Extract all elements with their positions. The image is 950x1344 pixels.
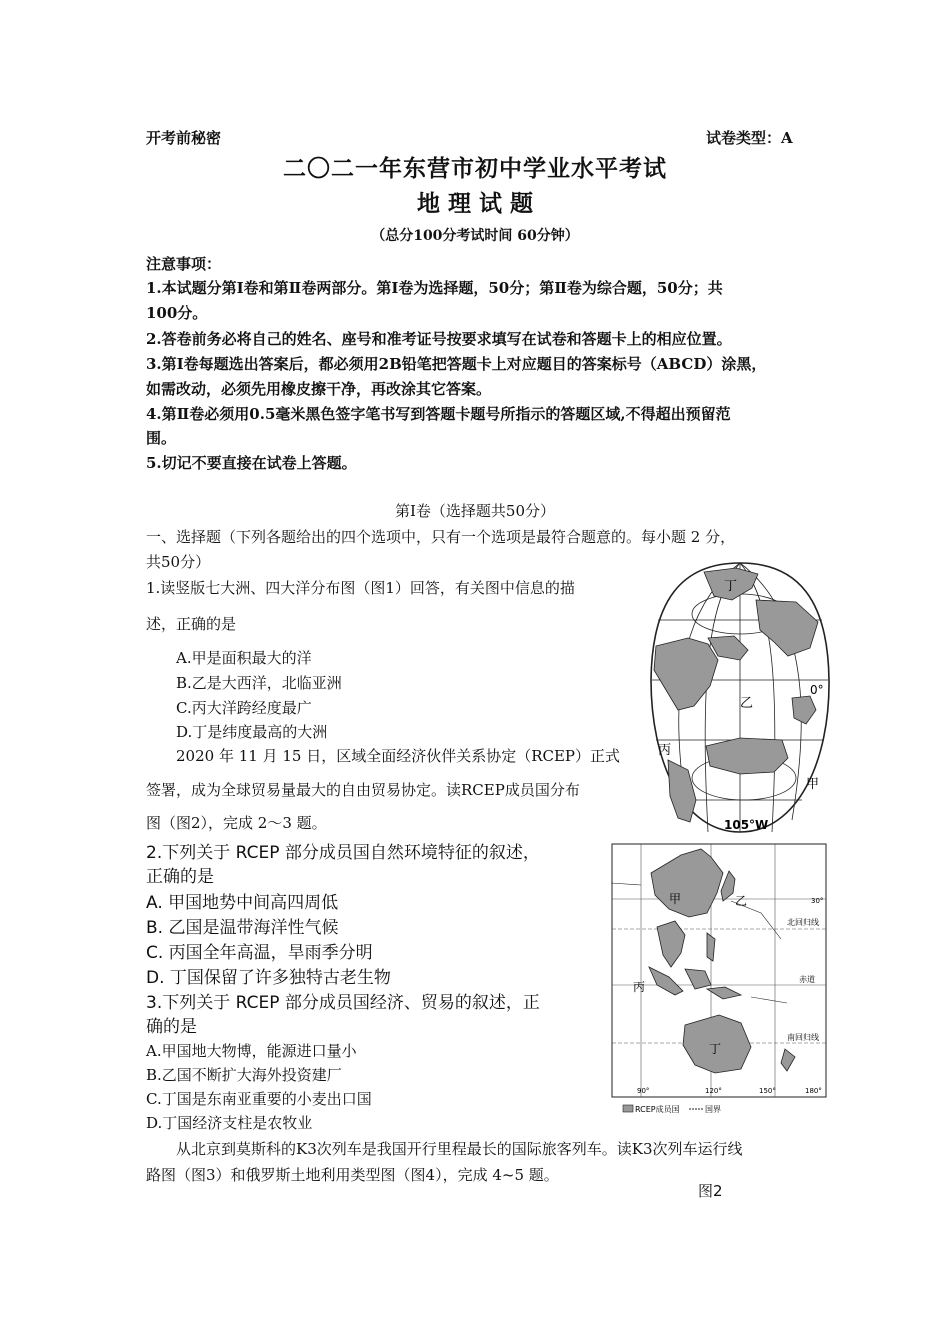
q2-stem-b: 正确的是 [146, 867, 214, 887]
fig1-label-ding: 丁 [724, 579, 738, 594]
q3-option-c: C.丁国是东南亚重要的小麦出口国 [146, 1090, 372, 1108]
rcep-para-b: 签署，成为全球贸易量最大的自由贸易协定。读RCEP成员国分布 [146, 781, 580, 799]
fig1-label-jia: 甲 [806, 777, 820, 792]
q1-option-b: B.乙是大西洋，北临亚洲 [176, 674, 342, 692]
fig1-label-zero: 0° [810, 683, 824, 697]
note-1a: 1.本试题分第Ⅰ卷和第Ⅱ卷两部分。第Ⅰ卷为选择题，50分；第Ⅱ卷为综合题，50分；共 [146, 279, 723, 297]
subject-title: 地 理 试 题 [416, 190, 534, 217]
fig2-legend-swatch [623, 1105, 633, 1112]
q2-stem-a: 2.下列关于 RCEP 部分成员国自然环境特征的叙述， [146, 843, 540, 863]
fig2-equator: 赤道 [799, 975, 815, 984]
q1-stem-b: 述，正确的是 [146, 615, 237, 633]
rcep-para-c: 图（图2），完成 2～3 题。 [146, 814, 327, 832]
figure-2-caption: 图2 [698, 1182, 723, 1200]
q3-option-d: D.丁国经济支柱是农牧业 [146, 1114, 313, 1132]
q2-option-a: A. 甲国地势中间高四周低 [146, 893, 339, 913]
q1-option-a: A.甲是面积最大的洋 [176, 649, 312, 667]
q2-option-b: B. 乙国是温带海洋性气候 [146, 918, 339, 938]
fig2-label-ding: 丁 [709, 1042, 722, 1056]
section-intro-b: 共50分） [146, 553, 211, 571]
fig2-legend-border: 国界 [705, 1105, 721, 1114]
fig2-legend-member: RCEP成员国 [635, 1105, 680, 1114]
section-title: 第Ⅰ卷（选择题共50分） [394, 502, 555, 520]
q1-option-c: C.丙大洋跨经度最广 [176, 699, 312, 717]
rcep-para-a: 2020 年 11 月 15 日，区域全面经济伙伴关系协定（RCEP）正式 [176, 747, 621, 765]
q1-option-d: D.丁是纬度最高的大洲 [176, 723, 328, 741]
fig1-label-yi: 乙 [740, 696, 754, 711]
note-2: 2.答卷前务必将自己的姓名、座号和准考证号按要求填写在试卷和答题卡上的相应位置。 [146, 330, 732, 348]
q3-stem-a: 3.下列关于 RCEP 部分成员国经济、贸易的叙述，正 [146, 993, 540, 1013]
fig2-lon180: 180° [805, 1087, 822, 1095]
note-3b: 如需改动，必须先用橡皮擦干净，再改涂其它答案。 [146, 380, 492, 398]
q1-stem-a: 1.读竖版七大洲、四大洋分布图（图1）回答，有关图中信息的描 [146, 579, 575, 597]
q2-option-d: D. 丁国保留了许多独特古老生物 [146, 968, 391, 988]
q2-option-c: C. 丙国全年高温，旱雨季分明 [146, 943, 373, 963]
fig2-lon90: 90° [637, 1087, 650, 1095]
note-5: 5.切记不要直接在试卷上答题。 [146, 454, 357, 472]
fig2-lon120: 120° [705, 1087, 722, 1095]
note-4a: 4.第Ⅱ卷必须用0.5毫米黑色签字笔书写到答题卡题号所指示的答题区域,不得超出预留范 [146, 405, 731, 423]
fig1-label-bing: 丙 [658, 743, 672, 758]
fig2-label-jia: 甲 [669, 892, 682, 906]
fig2-label-bing: 丙 [633, 980, 646, 994]
paper-type: 试卷类型：A [706, 129, 793, 147]
fig2-lon150: 150° [759, 1087, 776, 1095]
fig2-tropic-n: 北回归线 [787, 918, 819, 927]
q3-option-a: A.甲国地大物博，能源进口量小 [146, 1042, 357, 1060]
fig1-label-lon: 105°W [724, 818, 769, 832]
notes-heading: 注意事项： [146, 255, 222, 273]
figure-2-rcep-map [611, 843, 829, 1121]
figure-1-world-map [648, 560, 832, 836]
note-1b: 100分。 [146, 304, 208, 322]
note-3a: 3.第Ⅰ卷每题选出答案后，都必须用2B铅笔把答题卡上对应题目的答案标号（ABCD）涂黑， [146, 355, 767, 373]
fig2-tropic-s: 南回归线 [787, 1033, 819, 1042]
section-intro-a: 一、选择题（下列各题给出的四个选项中，只有一个选项是最符合题意的。每小题 2 分， [146, 528, 736, 546]
k3-para-a: 从北京到莫斯科的K3次列车是我国开行里程最长的国际旅客列车。读K3次列车运行线 [176, 1140, 743, 1158]
exam-meta: （总分100分考试时间 60分钟） [371, 228, 579, 244]
fig2-lat30: 30° [811, 897, 824, 905]
q3-option-b: B.乙国不断扩大海外投资建厂 [146, 1066, 342, 1084]
k3-para-b: 路图（图3）和俄罗斯土地利用类型图（图4），完成 4~5 题。 [146, 1166, 559, 1184]
note-4b: 围。 [146, 429, 177, 447]
q3-stem-b: 确的是 [146, 1017, 197, 1037]
secret-label: 开考前秘密 [146, 129, 222, 147]
exam-title: 二〇二一年东营市初中学业水平考试 [283, 155, 667, 182]
fig2-label-yi: 乙 [735, 894, 748, 908]
